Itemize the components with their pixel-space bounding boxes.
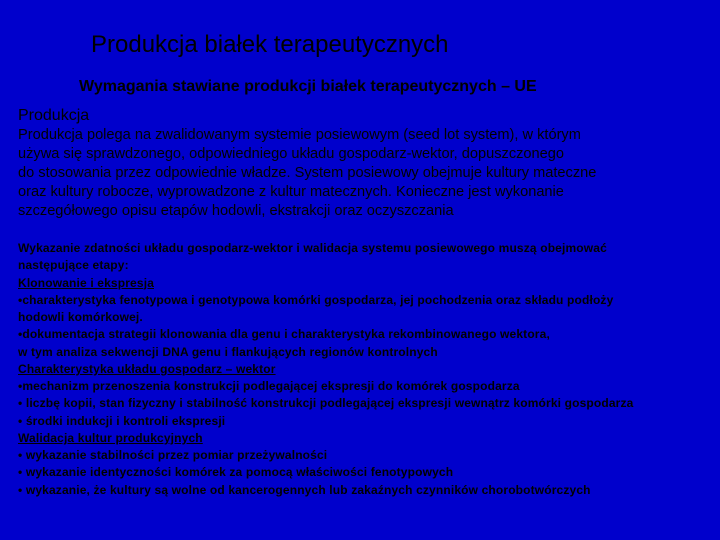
paragraph-line: szczegółowego opisu etapów hodowli, ekstrakcji oraz oczyszczania [18, 203, 454, 219]
section-heading: Produkcja [18, 107, 90, 124]
bullet-continuation: hodowli komórkowej. [18, 310, 143, 324]
paragraph-line: Produkcja polega na zwalidowanym systemie posiewowym (seed lot system), w którym [18, 127, 581, 143]
subheading-cloning-text: Klonowanie i ekspresja [18, 275, 155, 290]
paragraph-line: używa się sprawdzonego, odpowiedniego układu gospodarz-wektor, dopuszczonego [18, 146, 564, 162]
subheading-validation [18, 430, 720, 447]
paragraph-line: oraz kultury robocze, wyprowadzone z kultur matecznych. Konieczne jest wykonanie [18, 184, 564, 200]
subheading-host-vector [18, 361, 720, 378]
bullet-item: • środki indukcji i kontroli ekspresji [18, 413, 226, 428]
subheading-cloning [18, 275, 720, 292]
paragraph-line: do stosowania przez odpowiednie władze. System posiewowy obejmuje kultury mateczne [18, 165, 597, 181]
details-line: Wykazanie zdatności układu gospodarz-wektor i walidacja systemu posiewowego muszą obejmować [18, 241, 607, 255]
subheading-validation-text: Walidacja kultur produkcyjnych [18, 430, 203, 445]
bullet-item: • liczbę kopii, stan fizyczny i stabilność konstrukcji podlegającej ekspresji wewnątrz komórki gospodarza [18, 396, 634, 411]
bullet-item: • wykazanie, że kultury są wolne od kancerogennych lub zakaźnych czynników chorobotwórczych [18, 482, 591, 497]
bullet-item: • wykazanie stabilności przez pomiar przeżywalności [18, 448, 328, 462]
validation-details [18, 240, 720, 499]
production-paragraph [18, 126, 718, 221]
bullet-item: •dokumentacja strategii klonowania dla genu i charakterystyka rekombinowanego wektora, [18, 327, 550, 342]
bullet-item: •charakterystyka fenotypowa i genotypowa komórki gospodarza, jej pochodzenia oraz składu podłoży [18, 292, 614, 307]
bullet-item: •mechanizm przenoszenia konstrukcji podlegającej ekspresji do komórek gospodarza [18, 379, 520, 393]
bullet-continuation: w tym analiza sekwencji DNA genu i flankujących regionów kontrolnych [18, 344, 438, 359]
details-line: następujące etapy: [18, 258, 129, 273]
bullet-item: • wykazanie identyczności komórek za pomocą właściwości fenotypowych [18, 465, 454, 480]
slide-title: Produkcja białek terapeutycznych [91, 31, 449, 58]
slide-subtitle: Wymagania stawiane produkcji białek terapeutycznych – UE [79, 78, 537, 95]
subheading-host-vector-text: Charakterystyka układu gospodarz – wektor [18, 361, 276, 376]
